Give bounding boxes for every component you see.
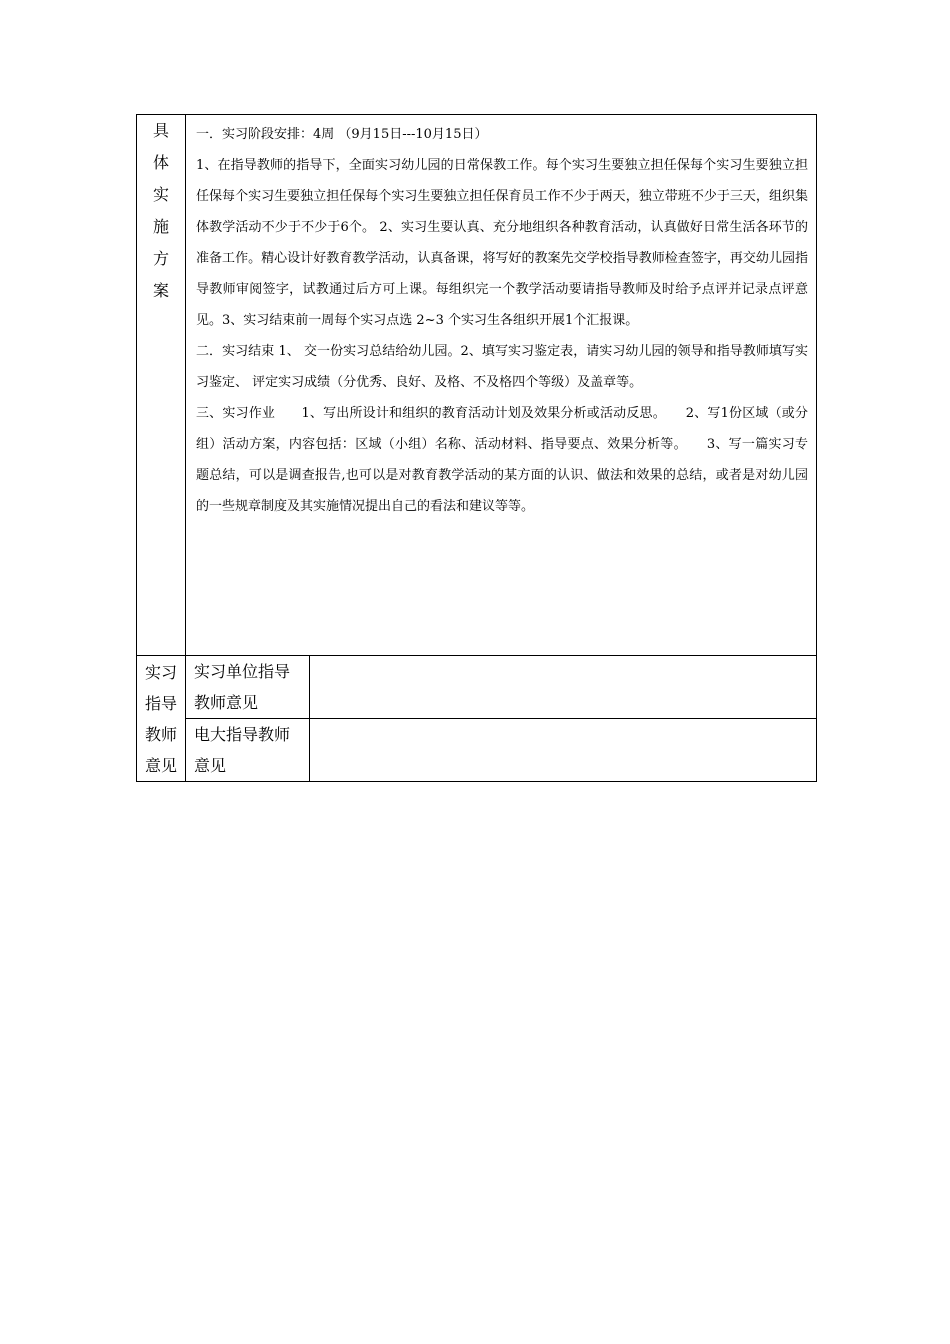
label-char: 方 <box>152 249 169 268</box>
label-line: 教师 <box>144 724 177 744</box>
plan-paragraph-assignments: 三、实习作业 1、写出所设计和组织的教育活动计划及效果分析或活动反思。 2、写1份区域（或分组）活动方案，内容包括：区域（小组）名称、活动材料、指导要点、效果分析等。 3、写一篇实习专题总结，可以是调查报告,也可以是对教育教学活动的某方面的认识、做法和效果的总结，或者是对幼儿园的一些规章制度及其实施情况提出自己的看法和建议等等。 <box>196 406 808 514</box>
opinion-row-unit <box>137 656 817 719</box>
tvu-teacher-opinion-label: 电大指导教师意见 <box>186 719 310 782</box>
tvu-teacher-opinion-field[interactable] <box>310 719 817 782</box>
internship-plan-table <box>136 114 817 782</box>
plan-row <box>137 115 817 656</box>
label-line: 实习 <box>144 662 177 682</box>
plan-content <box>186 115 817 656</box>
unit-teacher-opinion-label: 实习单位指导教师意见 <box>186 656 310 719</box>
plan-paragraph-conclusion: 二．实习结束 1、 交一份实习总结给幼儿园。2、填写实习鉴定表，请实习幼儿园的领导和指导教师填写实习鉴定、 评定实习成绩（分优秀、良好、及格、不及格四个等级）及盖章等。 <box>196 344 808 390</box>
label-line: 意见 <box>144 755 177 775</box>
label-char: 具 <box>152 121 169 140</box>
plan-paragraph-schedule: 一．实习阶段安排：4周 （9月15日---10月15日） <box>196 127 488 142</box>
opinion-section-label <box>137 656 186 782</box>
opinion-row-tvu <box>137 719 817 782</box>
label-char: 施 <box>152 217 169 236</box>
label-line: 指导 <box>144 693 177 713</box>
label-char: 实 <box>152 185 169 204</box>
unit-teacher-opinion-field[interactable] <box>310 656 817 719</box>
label-char: 体 <box>152 153 169 172</box>
label-char: 案 <box>152 281 169 300</box>
plan-paragraph-tasks: 1、在指导教师的指导下，全面实习幼儿园的日常保教工作。每个实习生要独立担任保每个实习生要独立担任保每个实习生要独立担任保每个实习生要独立担任保育员工作不少于两天，独立带班不少于三天，组织集体教学活动不少于不少于6个。 2、实习生要认真、充分地组织各种教育活动，认真做好日常生活各环节的准备工作。精心设计好教育教学活动，认真备课，将写好的教案先交学校指导教师检查签字，再交幼儿园指导教师审阅签字，试教通过后方可上课。每组织完一个教学活动要请指导教师及时给予点评并记录点评意见。3、实习结束前一周每个实习点选 2~3 个实习生各组织开展1个汇报课。 <box>196 158 808 328</box>
plan-section-label <box>137 115 186 656</box>
